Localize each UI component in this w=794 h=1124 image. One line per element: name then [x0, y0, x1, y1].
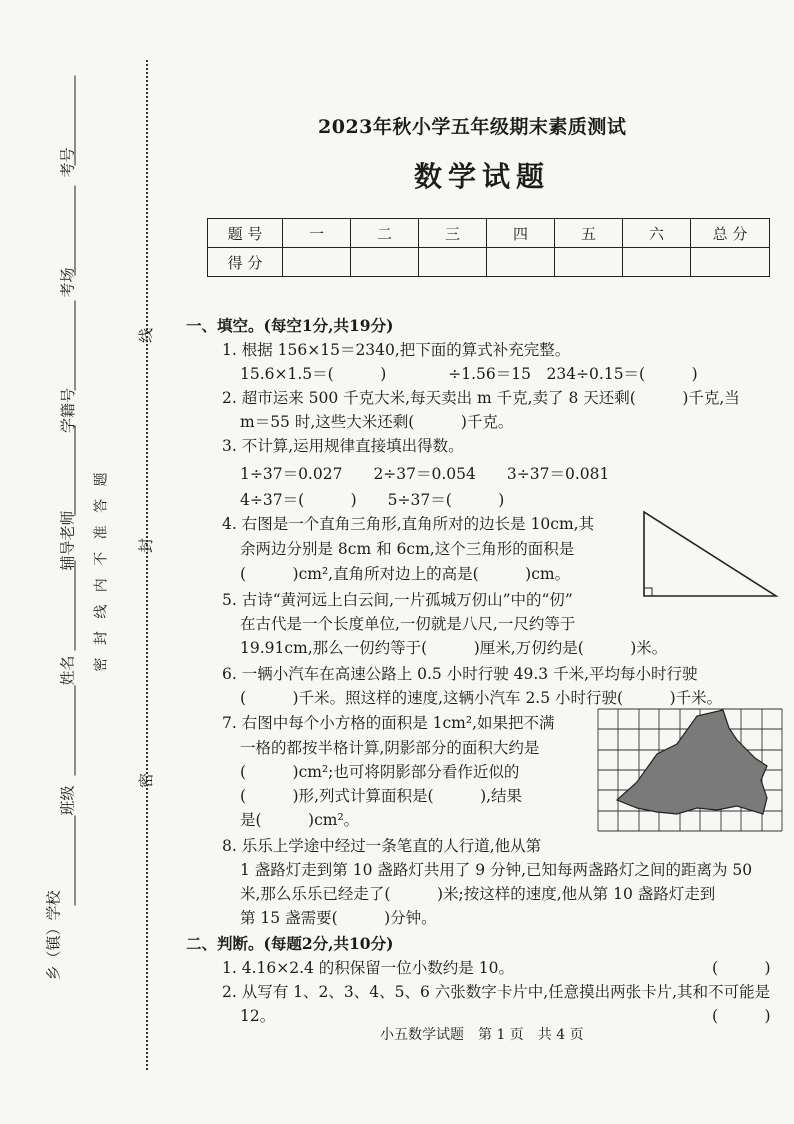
score-cell: 四 [487, 219, 555, 248]
school-blank [75, 816, 76, 906]
q3-line-3: 4÷37＝( ) 5÷37＝( ) [240, 491, 505, 509]
score-cell: 得 分 [208, 248, 283, 277]
q1-line-1: 1. 根据 156×15＝2340,把下面的算式补充完整。 [222, 341, 571, 359]
triangle-shape [644, 512, 776, 596]
q1-line-2: 15.6×1.5＝( ) ÷1.56＝15 234÷0.15＝( ) [240, 365, 698, 383]
school-label: 乡（镇）学校 [44, 890, 63, 981]
section-2-heading: 二、判断。(每题2分,共10分) [186, 934, 394, 953]
right-triangle-figure [640, 508, 780, 600]
seal-mi-mark: 密 [137, 772, 156, 789]
score-table-score-row [208, 248, 770, 277]
exam-number-blank [75, 76, 76, 166]
q7-line-4: ( )形,列式计算面积是( ),结果 [240, 787, 523, 805]
binding-margin [0, 0, 156, 1124]
q4-line-2: 余两边分别是 8cm 和 6cm,这个三角形的面积是 [240, 540, 575, 558]
tutor-blank [75, 426, 76, 516]
score-cell: 一 [283, 219, 351, 248]
score-cell: 总 分 [691, 219, 770, 248]
j1-answer-box[interactable]: ( ) [712, 959, 771, 977]
score-input-cell[interactable] [691, 248, 770, 277]
j2-line-2: 12。 [240, 1007, 276, 1025]
name-blank [75, 561, 76, 651]
class-label: 班级 [58, 785, 77, 816]
score-input-cell[interactable] [351, 248, 419, 277]
score-cell: 二 [351, 219, 419, 248]
exam-number-label: 考号 [58, 147, 77, 178]
q8-line-4: 第 15 盏需要( )分钟。 [240, 909, 437, 927]
q7-line-1: 7. 右图中每个小方格的面积是 1cm²,如果把不满 [222, 714, 555, 732]
q8-line-2: 1 盏路灯走到第 10 盏路灯共用了 9 分钟,已知每两盏路灯之间的距离为 50 [240, 861, 753, 879]
q7-line-5: 是( )cm²。 [240, 811, 360, 829]
score-cell: 三 [419, 219, 487, 248]
q2-line-2: m＝55 时,这些大米还剩( )千克。 [240, 413, 514, 431]
right-angle-mark [644, 588, 652, 596]
class-blank [75, 686, 76, 776]
score-table-header-row [208, 219, 770, 248]
q8-line-3: 米,那么乐乐已经走了( )米;按这样的速度,他从第 10 盏路灯走到 [240, 885, 716, 903]
score-input-cell[interactable] [283, 248, 351, 277]
student-id-blank [75, 301, 76, 391]
q5-line-1: 5. 古诗“黄河远上白云间,一片孤城万仞山”中的“仞” [222, 591, 573, 609]
section-1-heading: 一、填空。(每空1分,共19分) [186, 316, 394, 335]
score-input-cell[interactable] [419, 248, 487, 277]
student-id-label: 学籍号 [59, 387, 78, 434]
q3-line-1: 3. 不计算,运用规律直接填出得数。 [222, 437, 464, 455]
q8-line-1: 8. 乐乐上学途中经过一条笔直的人行道,他从第 [222, 837, 542, 855]
q5-line-3: 19.91cm,那么一仞约等于( )厘米,万仞约是( )米。 [240, 639, 668, 657]
q7-line-2: 一格的都按半格计算,阴影部分的面积大约是 [240, 739, 540, 757]
score-input-cell[interactable] [487, 248, 555, 277]
j2-line-1: 2. 从写有 1、2、3、4、5、6 六张数字卡片中,任意摸出两张卡片,其和不可能是 [222, 983, 771, 1001]
score-input-cell[interactable] [623, 248, 691, 277]
exam-subject: 数学试题 [414, 160, 551, 193]
grid-area-figure [597, 708, 783, 832]
j2-answer-box[interactable]: ( ) [712, 1007, 771, 1025]
seal-dotted-line [146, 60, 148, 1070]
seal-line-mark: 线 [137, 327, 156, 344]
shaded-region [617, 710, 767, 814]
seal-notice: 密 封 线 内 不 准 答 题 [93, 468, 110, 672]
score-table [207, 218, 770, 277]
score-cell: 六 [623, 219, 691, 248]
q3-line-2: 1÷37＝0.027 2÷37＝0.054 3÷37＝0.081 [240, 465, 610, 483]
q4-line-1: 4. 右图是一个直角三角形,直角所对的边长是 10cm,其 [222, 515, 595, 533]
score-cell: 题 号 [208, 219, 283, 248]
q6-line-1: 6. 一辆小汽车在高速公路上 0.5 小时行驶 49.3 千米,平均每小时行驶 [222, 665, 698, 683]
exam-room-blank [75, 186, 76, 276]
name-label: 姓名 [58, 655, 77, 686]
q2-line-1: 2. 超市运来 500 千克大米,每天卖出 m 千克,卖了 8 天还剩( )千克,当 [222, 389, 740, 407]
score-cell: 五 [555, 219, 623, 248]
q6-line-2: ( )千米。照这样的速度,这辆小汽车 2.5 小时行驶( )千米。 [240, 689, 723, 707]
j1-text: 1. 4.16×2.4 的积保留一位小数约是 10。 [222, 959, 514, 977]
q4-line-3: ( )cm²,直角所对边上的高是( )cm。 [240, 565, 571, 583]
seal-feng-mark: 封 [137, 537, 156, 554]
q7-line-3: ( )cm²;也可将阴影部分看作近似的 [240, 763, 520, 781]
q5-line-2: 在古代是一个长度单位,一仞就是八尺,一尺约等于 [240, 615, 576, 633]
exam-room-label: 考场 [58, 267, 77, 298]
score-input-cell[interactable] [555, 248, 623, 277]
tutor-label: 辅导老师 [58, 510, 77, 571]
page-footer: 小五数学试题 第 1 页 共 4 页 [380, 1027, 584, 1043]
exam-title: 2023年秋小学五年级期末素质测试 [318, 116, 627, 138]
